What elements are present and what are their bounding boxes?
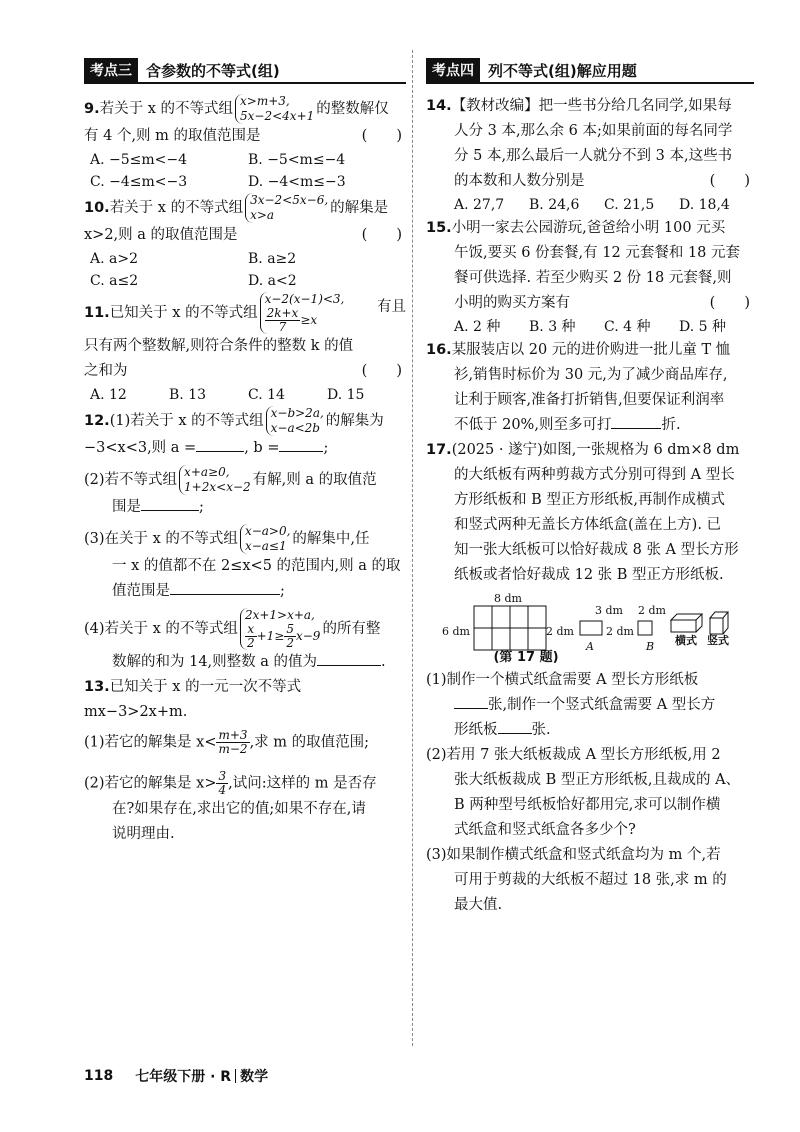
question-text: 若关于 x 的不等式组 <box>109 200 244 216</box>
frac-num: 3 <box>218 769 227 783</box>
section-header-3 <box>84 58 406 84</box>
question-text: (2)若用 7 张大纸板裁成 A 型长方形纸板,用 2 <box>426 747 721 763</box>
option-a[interactable]: A. a>2 <box>90 251 138 267</box>
question-10 <box>84 193 406 292</box>
question-text: 人分 3 本,那么余 6 本;如果前面的每名同学 <box>454 123 733 139</box>
options <box>426 316 754 338</box>
question-text: ,求 m 的取值范围; <box>249 734 370 751</box>
label-3dm: 3 dm <box>595 604 623 617</box>
question-text: 衫,销售时标价为 30 元,为了减少商品库存, <box>454 367 728 383</box>
sys-line: x−a<2b <box>270 421 320 435</box>
question-text: 和竖式两种无盖长方体纸盒(盖在上方). 已 <box>454 517 722 533</box>
question-text: 张,制作一个竖式纸盒需要 A 型长方 <box>488 697 716 713</box>
answer-paren[interactable]: ( ) <box>361 363 402 379</box>
frac-den: 2 <box>286 636 294 650</box>
right-column <box>426 58 754 918</box>
inequality-system <box>235 94 314 124</box>
question-number: 17. <box>426 442 452 458</box>
page-footer <box>84 1066 268 1086</box>
question-14 <box>426 94 754 216</box>
option-a[interactable]: A. 12 <box>90 387 127 403</box>
answer-blank[interactable] <box>196 451 244 452</box>
label-2dm-b2: 2 dm <box>606 625 634 638</box>
question-text: (1)若关于 x 的不等式组 <box>109 413 264 429</box>
question-text: 已知关于 x 的一元一次不等式 mx−3>2x+m. <box>84 679 302 720</box>
sys-rel: +1≥ <box>256 629 285 643</box>
options <box>84 149 406 193</box>
question-number: 16. <box>426 342 452 358</box>
question-text: B 两种型号纸板恰好都用完,求可以制作横 <box>454 797 721 813</box>
figure-caption: (第 17 题) <box>493 650 559 665</box>
question-15 <box>426 216 754 338</box>
question-text: 有且 <box>377 299 406 315</box>
option-d[interactable]: D. 18,4 <box>679 197 730 213</box>
question-text: (2)若它的解集是 x> <box>84 775 217 792</box>
question-text: 不低于 20%,则至多可打 <box>454 417 612 433</box>
answer-blank[interactable] <box>279 451 323 452</box>
answer-paren[interactable]: ( ) <box>361 227 402 243</box>
answer-paren[interactable]: ( ) <box>361 128 402 144</box>
section-title: 列不等式(组)解应用题 <box>488 61 637 80</box>
option-d[interactable]: D. 15 <box>327 387 365 403</box>
question-text: x>2,则 a 的取值范围是 <box>84 227 238 243</box>
question-17 <box>426 438 754 918</box>
option-b[interactable]: B. a≥2 <box>248 251 297 267</box>
inequality-system <box>240 524 290 554</box>
question-number: 11. <box>84 305 110 321</box>
question-text: −3<x<3,则 a = <box>84 440 197 456</box>
option-b[interactable]: B. −5<m≤−4 <box>248 152 346 168</box>
answer-paren[interactable]: ( ) <box>709 295 750 311</box>
section-title: 含参数的不等式(组) <box>146 61 280 80</box>
sys-line: 1+2x<x−2 <box>184 480 251 494</box>
answer-blank[interactable] <box>317 665 381 666</box>
question-text: (2025 · 遂宁)如图,一张规格为 6 dm×8 dm <box>451 442 740 458</box>
question-text: ; <box>280 583 285 599</box>
sys-line: x>m+3, <box>240 94 290 108</box>
inequality-system <box>240 608 321 650</box>
fraction <box>265 307 301 334</box>
option-a[interactable]: A. 2 种 <box>454 319 501 335</box>
option-c[interactable]: C. 21,5 <box>604 197 655 213</box>
label-heng: 横式 <box>675 634 697 647</box>
left-column <box>84 58 406 847</box>
question-text: 小明一家去公园游玩,爸爸给小明 100 元买 <box>451 220 726 236</box>
option-c[interactable]: C. 14 <box>248 387 285 403</box>
question-text: 某服装店以 20 元的进价购进一批儿童 T 恤 <box>451 342 731 358</box>
fraction <box>216 729 249 756</box>
question-text: 有解,则 a 的取值范 <box>252 472 377 488</box>
label-6dm: 6 dm <box>442 625 470 638</box>
question-9 <box>84 94 406 193</box>
sys-line: 2x+1>x+a, <box>244 608 315 622</box>
frac-num: 5 <box>286 622 294 636</box>
column-divider <box>412 50 413 1046</box>
question-text: 围是 <box>112 499 141 515</box>
question-11 <box>84 292 406 406</box>
question-text: 的本数和人数分别是 <box>454 173 585 189</box>
question-text: (3)如果制作横式纸盒和竖式纸盒均为 m 个,若 <box>426 847 721 863</box>
question-text: 若关于 x 的不等式组 <box>99 101 234 117</box>
sys-line: x−a>0, <box>244 524 291 538</box>
option-d[interactable]: D. −4<m≤−3 <box>248 174 346 190</box>
question-number: 13. <box>84 679 110 695</box>
question-text: 可用于剪裁的大纸板不超过 18 张,求 m 的 <box>454 872 727 888</box>
inequality-system <box>266 406 324 436</box>
sys-rel: ≥x <box>300 313 318 327</box>
question-text: ,试问:这样的 m 是否存 <box>228 775 377 792</box>
page-number: 118 <box>84 1068 114 1084</box>
answer-paren[interactable]: ( ) <box>709 173 750 189</box>
question-text: ; <box>199 499 204 515</box>
answer-blank[interactable] <box>498 733 532 734</box>
options <box>84 248 406 292</box>
question-text: 折. <box>661 417 681 433</box>
question-text: (4)若关于 x 的不等式组 <box>84 621 238 637</box>
question-text: ; <box>323 440 329 456</box>
option-c[interactable]: C. a≤2 <box>90 273 139 289</box>
question-number: 15. <box>426 220 452 236</box>
question-text: 之和为 <box>84 363 128 379</box>
option-a[interactable]: A. 27,7 <box>454 197 505 213</box>
question-text: 数解的和为 14,则整数 a 的值为 <box>112 654 318 670</box>
question-text: 的整数解仅 <box>316 101 389 117</box>
frac-den: m−2 <box>218 742 248 756</box>
sys-line: x>a <box>250 208 275 222</box>
figure-17 <box>426 592 754 665</box>
box-horizontal <box>671 614 702 632</box>
question-number: 14. <box>426 98 452 114</box>
question-text: 已知关于 x 的不等式组 <box>109 305 258 321</box>
fraction <box>216 770 228 797</box>
inequality-system <box>260 292 345 334</box>
fraction <box>284 623 296 650</box>
sys-line: x−2(x−1)<3, <box>264 292 345 306</box>
sys-line: x+a≥0, <box>184 465 230 479</box>
option-b[interactable]: B. 3 种 <box>529 319 576 335</box>
frac-den: 4 <box>218 783 227 797</box>
question-text: 的解集中,任 <box>292 531 370 547</box>
frac-num: m+3 <box>218 728 248 742</box>
inequality-system <box>179 465 251 495</box>
inequality-system <box>245 193 328 223</box>
option-a[interactable]: A. −5≤m<−4 <box>90 152 188 168</box>
section-header-4 <box>426 58 754 84</box>
board-a <box>580 621 602 635</box>
options <box>426 194 754 216</box>
question-text: 分 5 本,那么最后一人就分不到 3 本,这些书 <box>454 148 733 164</box>
frac-num: x <box>245 623 257 637</box>
label-8dm: 8 dm <box>494 592 522 605</box>
question-text: 一 x 的值都不在 2≤x<5 的范围内,则 a 的取 <box>112 558 401 574</box>
frac-den: 2 <box>246 636 255 650</box>
board-b <box>638 621 652 635</box>
answer-blank[interactable] <box>611 428 661 429</box>
question-text: (1)若它的解集是 x< <box>84 734 217 751</box>
question-text: 小明的购买方案有 <box>454 295 570 311</box>
option-c[interactable]: C. −4≤m<−3 <box>90 174 188 190</box>
question-text: 值范围是 <box>112 583 170 599</box>
question-text: (1)制作一个横式纸盒需要 A 型长方形纸板 <box>426 672 699 688</box>
question-text: , b = <box>244 440 280 456</box>
question-text: 的所有整 <box>322 621 381 637</box>
question-text: 最大值. <box>454 897 503 913</box>
question-text: 【教材改编】把一些书分给几名同学,如果每 <box>451 98 732 114</box>
question-12 <box>84 406 406 675</box>
label-2dm-a: 2 dm <box>546 625 574 638</box>
question-text: 形纸板 <box>454 722 498 738</box>
question-number: 10. <box>84 200 110 216</box>
frac-den: 7 <box>278 320 287 334</box>
sys-line: x−a≤1 <box>244 539 287 553</box>
answer-blank[interactable] <box>454 708 488 709</box>
question-number: 9. <box>84 101 100 117</box>
book-subject: 数学 <box>240 1069 269 1085</box>
question-text: 知一张大纸板可以恰好裁成 8 张 A 型长方形 <box>454 542 739 558</box>
question-13 <box>84 675 406 847</box>
question-text: 只有两个整数解,则符合条件的整数 k 的值 <box>84 338 354 354</box>
section-tag: 考点四 <box>426 58 480 82</box>
sys-line: 3x−2<5x−6, <box>250 193 329 207</box>
question-text: 的解集为 <box>325 413 384 429</box>
question-text: 的大纸板有两种剪裁方式分别可得到 A 型长 <box>454 467 735 483</box>
option-d[interactable]: D. a<2 <box>248 273 297 289</box>
option-b[interactable]: B. 13 <box>169 387 207 403</box>
option-d[interactable]: D. 5 种 <box>679 319 726 335</box>
question-text: 式纸盒和竖式纸盒各多少个? <box>454 822 636 838</box>
question-text: 纸板或者恰好裁成 12 张 B 型正方形纸板. <box>454 567 724 583</box>
label-b: B <box>645 640 655 653</box>
question-text: 餐可供选择. 若至少购买 2 份 18 元套餐,则 <box>454 270 732 286</box>
question-text: 午饭,要买 6 份套餐,有 12 元套餐和 18 元套 <box>454 245 740 261</box>
frac-num: 2k+x <box>266 306 299 320</box>
question-16 <box>426 338 754 438</box>
sys-line: x−b>2a, <box>270 406 324 420</box>
question-text: 有 4 个,则 m 的取值范围是 <box>84 128 261 144</box>
label-2dm-b1: 2 dm <box>638 604 666 617</box>
answer-blank[interactable] <box>141 510 199 511</box>
question-text: 张. <box>531 722 551 738</box>
option-c[interactable]: C. 4 种 <box>604 319 651 335</box>
fraction <box>245 623 257 650</box>
book-title: 七年级下册 · R <box>135 1069 232 1085</box>
answer-blank[interactable] <box>170 594 280 595</box>
question-text: 方形纸板和 B 型正方形纸板,再制作成横式 <box>454 492 725 508</box>
section-tag: 考点三 <box>84 58 138 82</box>
options <box>84 384 406 406</box>
question-text: . <box>381 654 386 670</box>
label-a: A <box>586 640 594 653</box>
question-number: 12. <box>84 413 110 429</box>
footer-separator <box>235 1069 236 1083</box>
question-text: 说明理由. <box>112 826 175 842</box>
sys-rel: x−9 <box>295 629 321 643</box>
question-text: (2)若不等式组 <box>84 472 178 488</box>
option-b[interactable]: B. 24,6 <box>529 197 580 213</box>
label-shu: 竖式 <box>707 634 729 647</box>
sys-line: 5x−2<4x+1 <box>240 109 315 123</box>
question-text: 在?如果存在,求出它的值;如果不存在,请 <box>112 801 366 817</box>
question-text: 张大纸板裁成 B 型正方形纸板,且裁成的 A、 <box>454 772 741 788</box>
question-text: (3)在关于 x 的不等式组 <box>84 531 238 547</box>
box-vertical <box>710 612 728 634</box>
question-text: 让利于顾客,准备打折销售,但要保证利润率 <box>454 392 725 408</box>
question-text: 的解集是 <box>330 200 389 216</box>
